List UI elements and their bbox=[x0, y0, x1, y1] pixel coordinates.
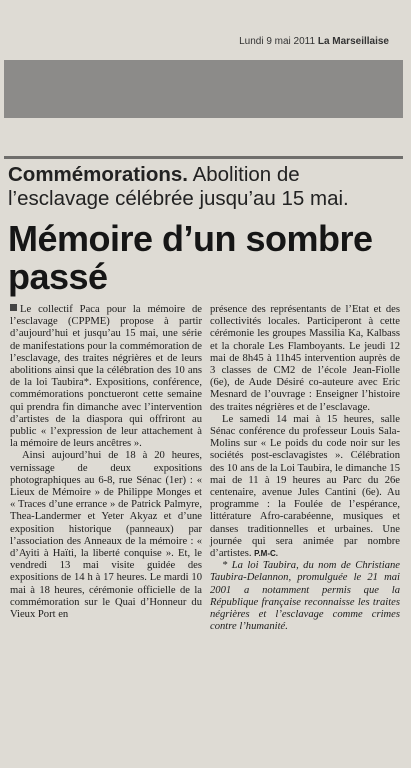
paragraph-intro-text: Le collectif Paca pour la mémoire de l’esclavage (CPPME) propose à partir d’aujourd’hui et jusqu’au 15 mai, une série de manifestations pour la commémoration de l’esclavage, des traites négrières et de leurs abolitions ainsi que la célébration des 10 ans de la loi Taubira*. Expositions, conférence, commémorations ponctueront cette semaine qui prendra fin dimanche avec l’intervention d’artistes de la diaspora qui offriront au public « l’expression de leur attachement à la mémoire de leurs ancêtres ». bbox=[10, 304, 202, 450]
article-headline: Mémoire d’un sombre passé bbox=[8, 218, 373, 297]
paragraph-ceremony: présence des représentants de l’Etat et des collectivités locales. Participeront à cette cérémonie les groupes Massilia Ka, Kalbass et la chorale Les Flamboyants. Le jeudi 12 mai de 8h45 à 11h45 intervention auprès de 3 classes de CM2 de l’école Jean-Fiolle (6e), de Aude Désiré co-auteure avec Eric Mesnard de l’ouvrage : Enseigner l’histoire des traites négrières et de l’esclavage. bbox=[210, 304, 400, 413]
kicker-text: Abolition de l’esclavage célébrée jusqu’au 15 mai. bbox=[8, 163, 349, 210]
left-column bbox=[10, 304, 202, 621]
paragraph-exhibitions: Ainsi aujourd’hui de 18 à 20 heures, vernissage de deux expositions photographiques au 6-8, rue Sénac (1er) : « Lieux de Mémoire » de Philippe Monges et « Traces d’une errance » de Patrick Palmyre, Thea-Landermer et Yeter Akyaz et d’une exposition historique (panneaux) par l’association des Anneaux de la mémoire : « d’Ayiti à Haïti, la liberté conquise ». Et, le vendredi 13 mai visite guidée des expositions de 14 h à 17 heures. Le mardi 10 mai à 18 heures, cérémonie officielle de la commémoration sur le Quai d’Honneur du Vieux Port en bbox=[10, 450, 202, 621]
author-signature: P.M-C. bbox=[254, 549, 278, 559]
dateline bbox=[239, 36, 389, 47]
article-kicker bbox=[8, 163, 403, 211]
footnote: * La loi Taubira, du nom de Christiane Taubira-Delannon, promulguée le 21 mai 2001 a notamment permis que la République française reconnaisse les traites négrières et l’esclavage comme crimes contre l’humanité. bbox=[210, 560, 400, 633]
publication-name: La Marseillaise bbox=[317, 36, 389, 47]
kicker-label: Commémorations. bbox=[8, 163, 188, 186]
section-rule bbox=[4, 156, 403, 159]
issue-date: Lundi 9 mai 2011 bbox=[239, 36, 316, 47]
paragraph-conference bbox=[210, 414, 400, 560]
paragraph-intro bbox=[10, 304, 202, 450]
paragraph-conference-text: Le samedi 14 mai à 15 heures, salle Sénac conférence du professeur Louis Sala-Molins sur « Le poids du code noir sur les sociétés post-esclavagistes ». Célébration des 10 ans de la Loi Taubira, le dimanche 15 mai de 11 à 19 heures au Parc du 26e centenaire, avenue Jules Cantini (6e). Au programme : la Foulée de l’espérance, littérature Afro-carabéenne, musiques et danses traditionnelles et urbaines. Une journée qui sera animée par nombre d’artistes. bbox=[210, 413, 400, 560]
right-column bbox=[210, 304, 400, 633]
bullet-square-icon bbox=[10, 304, 17, 311]
grey-banner bbox=[4, 60, 403, 118]
